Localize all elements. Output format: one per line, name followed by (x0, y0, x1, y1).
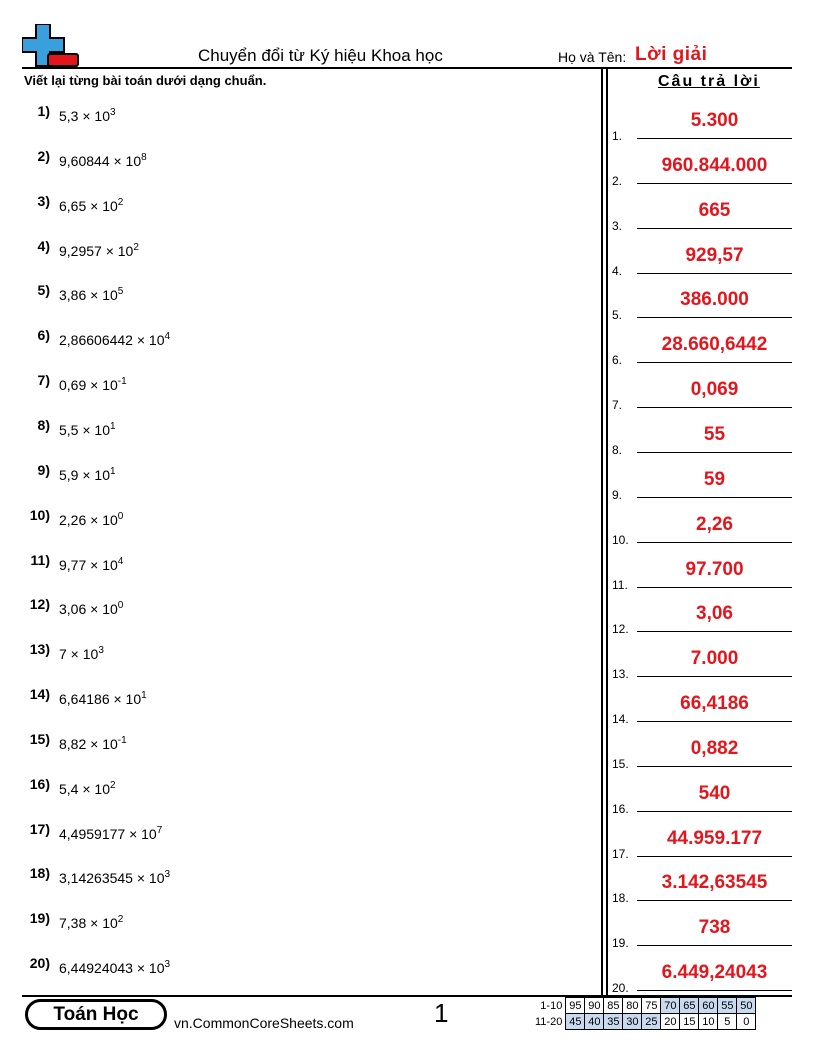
problem-row (0, 552, 600, 592)
problem-row (0, 103, 600, 143)
problem-number: 4) (37, 237, 50, 254)
answer-value: 386.000 (680, 289, 749, 311)
problem-exponent: 2 (117, 196, 124, 208)
problem-number: 3) (37, 192, 50, 209)
answer-value: 3,06 (696, 603, 733, 625)
answer-line (637, 542, 792, 543)
score-cell: 20 (661, 1014, 680, 1030)
score-cell: 50 (737, 998, 756, 1014)
answers-title: Câu trả lời (658, 73, 760, 90)
answer-line (637, 138, 792, 139)
answer-value: 929,57 (685, 244, 744, 266)
score-cell: 55 (718, 998, 737, 1014)
answer-value: 55 (703, 423, 726, 445)
answer-value: 0,069 (690, 379, 739, 401)
score-row (533, 998, 756, 1014)
answer-line (637, 631, 792, 632)
answer-value: 665 (698, 199, 731, 221)
problem-expression (59, 690, 147, 707)
answer-number: 10. (612, 532, 629, 547)
score-cell: 75 (642, 998, 661, 1014)
problem-number: 10) (29, 506, 50, 523)
problem-number: 11) (30, 551, 50, 568)
problem-mantissa: 6,44924043 × 10 (59, 960, 165, 977)
answer-number: 15. (612, 756, 629, 771)
answer-number: 9. (612, 487, 623, 502)
problem-mantissa: 9,60844 × 10 (59, 152, 142, 169)
problem-exponent: 1 (110, 420, 116, 432)
answer-number: 19. (612, 936, 629, 951)
answer-row (612, 284, 794, 324)
answer-row (612, 643, 794, 683)
answer-number: 7. (612, 398, 623, 413)
answer-row (612, 419, 794, 459)
problem-expression (59, 286, 123, 303)
score-cell: 70 (661, 998, 680, 1014)
brand-badge: Toán Học (25, 999, 167, 1030)
problem-exponent: -1 (117, 376, 127, 388)
answer-number: 17. (612, 846, 629, 861)
page-number: 1 (434, 998, 449, 1028)
problem-row (0, 193, 600, 233)
problem-number: 6) (37, 327, 50, 344)
answer-row (612, 778, 794, 818)
score-cell: 0 (737, 1014, 756, 1030)
answer-number: 13. (612, 667, 629, 682)
score-cell: 65 (680, 998, 699, 1014)
problem-row (0, 641, 600, 681)
instructions: Viết lại từng bài toán dưới dạng chuẩn. (24, 73, 267, 88)
answer-line (637, 317, 792, 318)
problem-mantissa: 5,5 × 10 (59, 421, 110, 438)
problem-exponent: 4 (117, 555, 124, 567)
problem-number: 2) (37, 147, 50, 164)
problem-number: 17) (29, 820, 50, 837)
problem-mantissa: 6,65 × 10 (59, 197, 118, 214)
score-cell: 90 (585, 998, 604, 1014)
column-divider (601, 68, 603, 996)
problem-exponent: 3 (164, 869, 171, 881)
answer-value: 960.844.000 (661, 154, 768, 176)
problem-mantissa: 7 × 10 (59, 646, 99, 663)
problem-expression (59, 242, 139, 259)
answer-row (612, 867, 794, 907)
answer-row (612, 240, 794, 280)
problem-number: 13) (29, 641, 50, 658)
answer-line (637, 721, 792, 722)
problem-mantissa: 3,06 × 10 (59, 601, 118, 618)
problem-expression (59, 600, 123, 617)
problem-expression (59, 780, 116, 797)
answer-row (612, 823, 794, 863)
answer-value: 738 (698, 917, 731, 939)
answer-row (612, 374, 794, 414)
answer-row (612, 957, 794, 997)
problem-exponent: 3 (164, 959, 171, 971)
problem-row (0, 776, 600, 816)
problem-number: 20) (29, 955, 50, 972)
answer-value: 97.700 (685, 558, 744, 580)
problem-mantissa: 4,4959177 × 10 (59, 825, 157, 842)
answer-value: 0,882 (690, 737, 739, 759)
problem-mantissa: 3,14263545 × 10 (59, 870, 165, 887)
name-value: Lời giải (635, 44, 708, 65)
answer-line (637, 407, 792, 408)
problem-number: 8) (37, 416, 50, 433)
problem-row (0, 955, 600, 995)
answer-line (637, 362, 792, 363)
name-label: Họ và Tên: (558, 49, 627, 65)
problem-expression (59, 152, 147, 169)
answer-number: 1. (612, 129, 623, 143)
answer-row (612, 329, 794, 369)
problem-row (0, 731, 600, 771)
problem-exponent: 1 (141, 690, 147, 702)
problem-mantissa: 7,38 × 10 (59, 915, 118, 932)
answer-value: 66,4186 (680, 693, 749, 715)
answer-row (612, 554, 794, 594)
score-cell: 95 (566, 998, 585, 1014)
answer-number: 20. (612, 981, 629, 996)
answer-value: 7.000 (690, 648, 739, 670)
score-range-label: 1-10 (540, 999, 563, 1012)
answer-number: 12. (612, 622, 629, 637)
answer-value: 3.142,63545 (661, 872, 768, 894)
problem-row (0, 148, 600, 188)
problem-mantissa: 5,4 × 10 (59, 780, 110, 797)
problem-mantissa: 5,9 × 10 (59, 466, 110, 483)
answer-row (612, 598, 794, 638)
problem-mantissa: 9,2957 × 10 (59, 242, 134, 259)
problem-row (0, 910, 600, 950)
answer-line (637, 990, 792, 991)
answer-value: 44.959.177 (666, 827, 763, 849)
problem-expression (59, 959, 170, 976)
answer-value: 28.660,6442 (661, 334, 768, 356)
score-table (533, 997, 756, 1030)
column-divider (606, 68, 608, 996)
problem-row (0, 596, 600, 636)
score-cell: 10 (699, 1014, 718, 1030)
problem-expression (59, 869, 170, 886)
problem-expression (59, 421, 116, 438)
answer-line (637, 856, 792, 857)
problem-mantissa: 8,82 × 10 (59, 735, 118, 752)
problem-expression (59, 466, 116, 483)
problem-number: 1) (37, 103, 50, 119)
score-cell: 35 (604, 1014, 623, 1030)
answer-row (612, 105, 794, 145)
problem-expression (59, 197, 123, 214)
answer-line (637, 945, 792, 946)
answer-number: 14. (612, 712, 629, 727)
problem-exponent: 2 (117, 914, 124, 926)
answer-number: 6. (612, 353, 623, 368)
problem-exponent: 3 (98, 645, 104, 657)
problem-row (0, 462, 600, 502)
answer-number: 4. (612, 263, 623, 278)
problem-number: 18) (29, 865, 50, 882)
answer-line (637, 273, 792, 274)
answer-number: 11. (612, 577, 628, 592)
score-cell: 5 (718, 1014, 737, 1030)
answer-value: 2,26 (696, 513, 733, 535)
answer-line (637, 183, 792, 184)
problem-row (0, 327, 600, 367)
score-range-label: 11-20 (535, 1015, 563, 1028)
answer-row (612, 688, 794, 728)
problem-expression (59, 735, 127, 752)
problem-row (0, 507, 600, 547)
problem-expression (59, 914, 123, 931)
problem-row (0, 686, 600, 726)
problem-number: 19) (29, 910, 50, 927)
problem-number: 16) (29, 775, 50, 792)
problem-number: 7) (37, 372, 50, 389)
problem-mantissa: 2,26 × 10 (59, 511, 118, 528)
problem-mantissa: 5,3 × 10 (59, 108, 110, 124)
answer-number: 3. (612, 218, 623, 233)
problem-exponent: 7 (156, 824, 163, 836)
score-cell: 25 (642, 1014, 661, 1030)
answer-row (612, 195, 794, 235)
problem-exponent: 5 (117, 286, 124, 298)
score-cell: 30 (623, 1014, 642, 1030)
problem-number: 12) (29, 596, 50, 613)
answer-line (637, 228, 792, 229)
problem-row (0, 821, 600, 861)
problem-exponent: 3 (110, 107, 116, 118)
answer-number: 16. (612, 801, 629, 816)
problem-expression (59, 556, 123, 573)
problem-exponent: 4 (164, 331, 171, 343)
problem-row (0, 372, 600, 412)
answer-number: 18. (612, 891, 629, 906)
problem-exponent: 2 (110, 779, 116, 791)
answer-number: 2. (612, 173, 623, 188)
score-cell: 40 (585, 1014, 604, 1030)
answer-line (637, 811, 792, 812)
answer-number: 8. (612, 442, 623, 457)
score-cell: 85 (604, 998, 623, 1014)
problem-row (0, 282, 600, 322)
answer-row (612, 733, 794, 773)
answer-line (637, 452, 792, 453)
problem-number: 5) (37, 282, 50, 299)
answer-line (637, 587, 792, 588)
problem-exponent: 1 (110, 465, 116, 477)
problem-mantissa: 0,69 × 10 (59, 377, 118, 394)
score-cell: 60 (699, 998, 718, 1014)
problem-expression (59, 645, 104, 662)
answer-value: 6.449,24043 (661, 962, 768, 984)
problem-number: 15) (29, 730, 50, 747)
answer-row (612, 464, 794, 504)
problem-row (0, 238, 600, 278)
problem-row (0, 417, 600, 457)
site-url: vn.CommonCoreSheets.com (174, 1015, 354, 1031)
problem-expression (59, 511, 123, 528)
answer-line (637, 497, 792, 498)
answer-line (637, 900, 792, 901)
problem-number: 9) (37, 461, 50, 478)
header-rule (22, 67, 792, 69)
score-cell: 45 (566, 1014, 585, 1030)
score-cell: 15 (680, 1014, 699, 1030)
answer-row (612, 509, 794, 549)
problem-exponent: 2 (133, 241, 139, 253)
problem-expression (59, 331, 170, 348)
problem-mantissa: 9,77 × 10 (59, 556, 118, 573)
problem-number: 14) (29, 686, 50, 703)
answer-number: 5. (612, 308, 623, 323)
problem-mantissa: 3,86 × 10 (59, 287, 118, 304)
problem-exponent: -1 (117, 734, 127, 746)
answer-line (637, 766, 792, 767)
answer-value: 540 (698, 782, 731, 804)
problem-mantissa: 2,86606442 × 10 (59, 332, 165, 349)
answer-line (637, 676, 792, 677)
answer-value: 5.300 (690, 110, 739, 131)
answer-row (612, 150, 794, 190)
problem-expression (59, 825, 162, 842)
problem-exponent: 0 (117, 600, 124, 612)
worksheet-title: Chuyển đổi từ Ký hiệu Khoa học (198, 46, 443, 65)
problem-expression (59, 107, 116, 124)
score-cell: 80 (623, 998, 642, 1014)
problem-mantissa: 6,64186 × 10 (59, 691, 142, 708)
answer-row (612, 912, 794, 952)
problem-row (0, 865, 600, 905)
score-row (533, 1014, 756, 1030)
problem-exponent: 8 (141, 151, 147, 163)
problem-expression (59, 376, 127, 393)
answer-value: 59 (703, 468, 726, 490)
problem-exponent: 0 (117, 510, 124, 522)
logo-plus-minus-icon (22, 24, 80, 68)
